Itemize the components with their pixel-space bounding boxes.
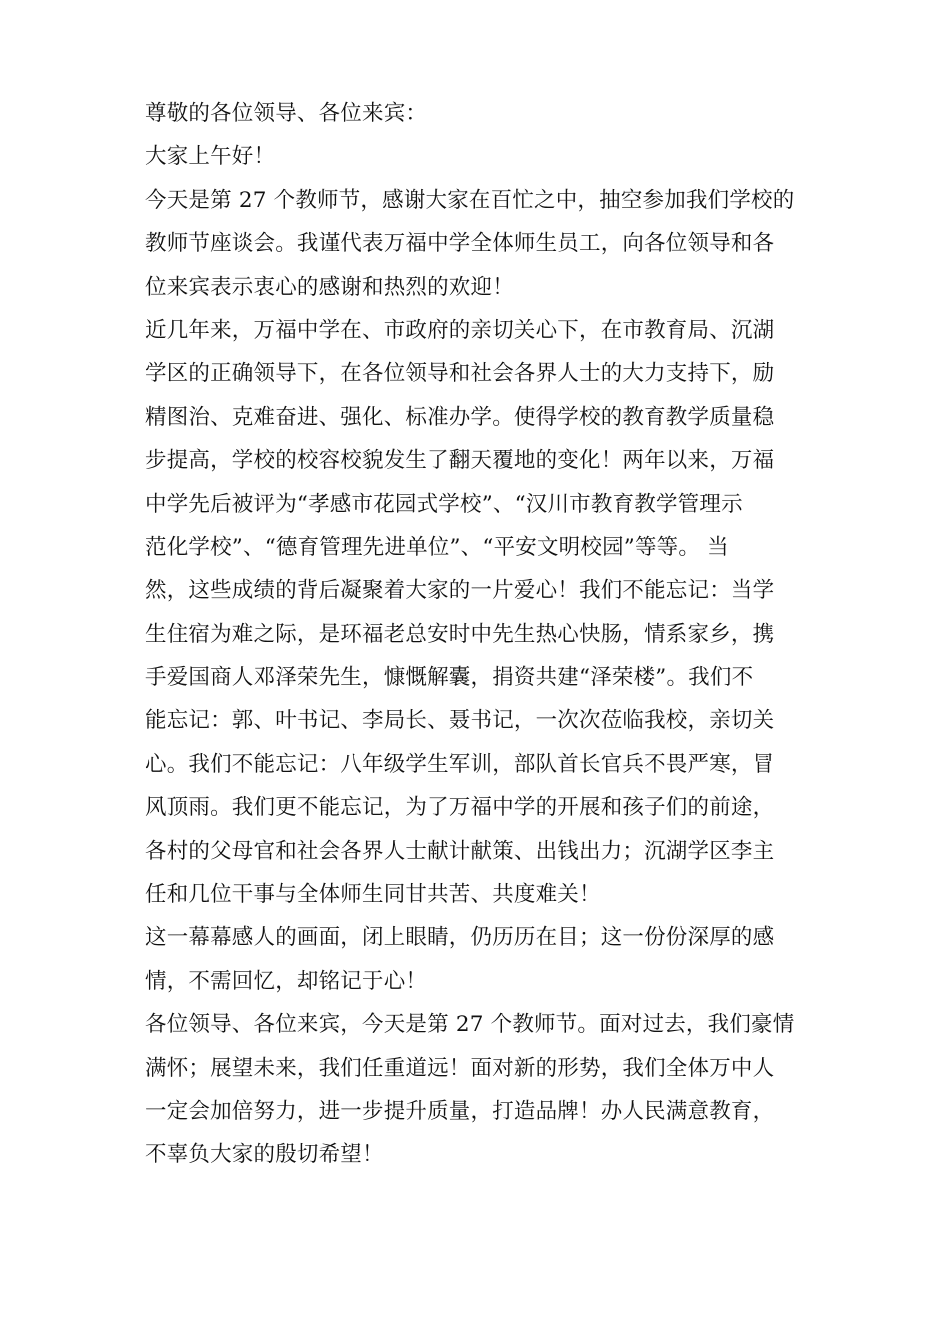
text-line: 位来宾表示衷心的感谢和热烈的欢迎！: [145, 274, 514, 300]
text-line: 生住宿为难之际，是环福老总安时中先生热心快肠，情系家乡，携: [145, 621, 775, 647]
text-line: 满怀；展望未来，我们任重道远！面对新的形势，我们全体万中人: [145, 1055, 775, 1081]
text-line: 风顶雨。我们更不能忘记，为了万福中学的开展和孩子们的前途，: [145, 795, 775, 821]
closing-line: 不辜负大家的殷切希望！: [145, 1142, 384, 1168]
text-line: 一定会加倍努力，进一步提升质量，打造品牌！办人民满意教育，: [145, 1098, 775, 1124]
text-line: 心。我们不能忘记：八年级学生军训，部队首长官兵不畏严寒，冒: [145, 751, 775, 777]
text-line: 步提高，学校的校容校貌发生了翻天覆地的变化！两年以来，万福: [145, 448, 775, 474]
text-line: 然，这些成绩的背后凝聚着大家的一片爱心！我们不能忘记：当学: [145, 578, 775, 604]
text-line: 能忘记：郭、叶书记、李局长、聂书记，一次次莅临我校，亲切关: [145, 708, 775, 734]
opening-line: 大家上午好！: [145, 144, 276, 170]
text-line: 任和几位干事与全体师生同甘共苦、共度难关！: [145, 882, 601, 908]
text-line: 情，不需回忆，却铭记于心！: [145, 968, 428, 994]
text-line: 精图治、克难奋进、强化、标准办学。使得学校的教育教学质量稳: [145, 404, 775, 430]
text-line: 手爱国商人邓泽荣先生，慷慨解囊，捐资共建“泽荣楼”。我们不: [145, 665, 754, 691]
text-line: 各村的父母官和社会各界人士献计献策、出钱出力；沉湖学区李主: [145, 838, 775, 864]
speech-text: [145, 92, 817, 1177]
text-line: 各位领导、各位来宾，今天是第 27 个教师节。面对过去，我们豪情: [145, 1012, 795, 1038]
text-line: 近几年来，万福中学在、市政府的亲切关心下，在市教育局、沉湖: [145, 317, 775, 343]
greeting-line: 尊敬的各位领导、各位来宾：: [145, 101, 428, 126]
text-line: 范化学校”、“德育管理先进单位”、“平安文明校园”等等。 当: [145, 534, 729, 560]
text-line: 学区的正确领导下，在各位领导和社会各界人士的大力支持下，励: [145, 361, 775, 387]
text-line: 教师节座谈会。我谨代表万福中学全体师生员工，向各位领导和各: [145, 231, 775, 257]
text-line: 中学先后被评为“孝感市花园式学校”、“汉川市教育教学管理示: [145, 491, 743, 517]
text-line: 今天是第 27 个教师节，感谢大家在百忙之中，抽空参加我们学校的: [145, 187, 795, 213]
text-line: 这一幕幕感人的画面，闭上眼睛，仍历历在目；这一份份深厚的感: [145, 925, 775, 951]
